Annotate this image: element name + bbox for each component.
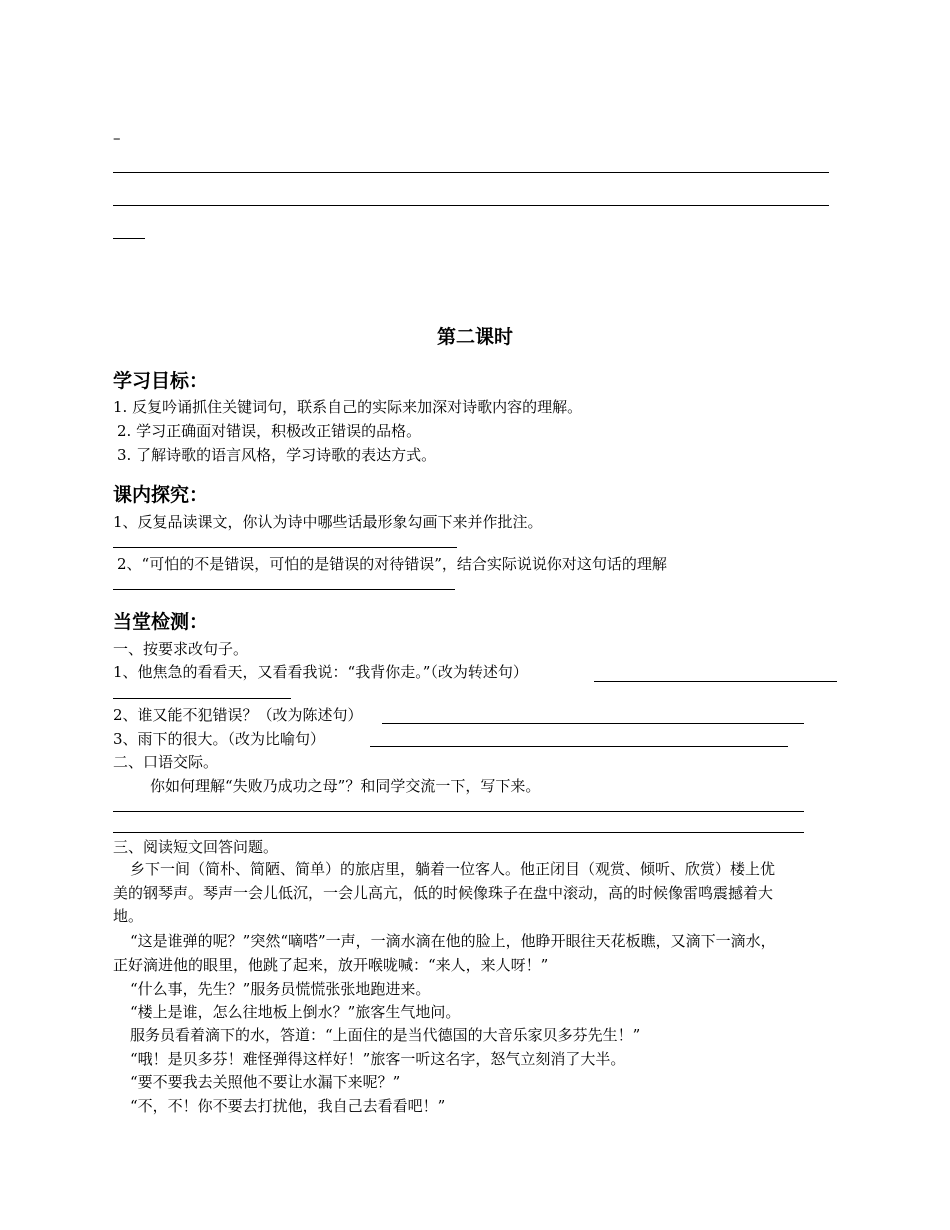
answer-line[interactable] — [113, 589, 455, 590]
section-title: 三、阅读短文回答问题。 — [113, 838, 279, 856]
passage-line: “要不要我去关照他不要让水漏下来呢？” — [130, 1073, 401, 1091]
answer-line[interactable] — [113, 832, 804, 833]
top-dash: – — [113, 129, 121, 147]
discussion-prompt: 你如何理解“失败乃成功之母”？和同学交流一下，写下来。 — [150, 777, 541, 795]
rewrite-item: 2、谁又能不犯错误？（改为陈述句） — [113, 706, 363, 724]
objective-item: 2. 学习正确面对错误，积极改正错误的品格。 — [117, 422, 422, 440]
passage-line: “不，不！你不要去打扰他，我自己去看看吧！” — [130, 1097, 446, 1115]
passage-line: 乡下一间（简朴、简陋、简单）的旅店里，躺着一位客人。他正闭目（观赏、倾听、欣赏）楼上优 — [130, 860, 776, 878]
rewrite-item: 3、雨下的很大。（改为比喻句） — [113, 730, 326, 748]
answer-line[interactable] — [113, 698, 291, 699]
section-title: 一、按要求改句子。 — [113, 640, 249, 658]
passage-line: 美的钢琴声。琴声一会儿低沉，一会儿高亢，低的时候像珠子在盘中滚动，高的时候像雷鸣震撼着大 — [113, 884, 774, 902]
objective-item: 3. 了解诗歌的语言风格，学习诗歌的表达方式。 — [117, 446, 437, 464]
answer-line[interactable] — [113, 205, 829, 206]
answer-line[interactable] — [382, 723, 804, 724]
passage-line: “这是谁弹的呢？”突然“嘀嗒”一声，一滴水滴在他的脸上，他睁开眼往天花板瞧，又滴下一滴水， — [130, 932, 776, 950]
passage-line: “楼上是谁，怎么往地板上倒水？”旅客生气地问。 — [130, 1003, 461, 1021]
check-heading: 当堂检测： — [113, 611, 209, 633]
lesson-title: 第二课时 — [436, 326, 513, 348]
answer-line[interactable] — [113, 547, 457, 548]
passage-line: “哦！是贝多芬！难怪弹得这样好！”旅客一听这名字，怒气立刻消了大半。 — [130, 1050, 626, 1068]
rewrite-item: 1、他焦急的看看天，又看看我说：“我背你走。”（改为转述句） — [113, 663, 528, 681]
objective-item: 1. 反复吟诵抓住关键词句，联系自己的实际来加深对诗歌内容的理解。 — [113, 398, 583, 416]
explore-question: 1、反复品读课文，你认为诗中哪些话最形象勾画下来并作批注。 — [113, 513, 543, 531]
answer-line[interactable] — [594, 681, 837, 682]
objectives-heading: 学习目标： — [113, 370, 209, 392]
answer-line[interactable] — [113, 238, 145, 239]
answer-line[interactable] — [113, 811, 804, 812]
passage-line: 正好滴进他的眼里，他跳了起来，放开喉咙喊：“来人，来人呀！” — [113, 956, 549, 974]
passage-line: 地。 — [113, 907, 144, 925]
passage-line: 服务员看着滴下的水，答道：“上面住的是当代德国的大音乐家贝多芬先生！” — [130, 1026, 641, 1044]
explore-heading: 课内探究： — [113, 484, 209, 506]
passage-line: “什么事，先生？”服务员慌慌张张地跑进来。 — [130, 980, 431, 998]
section-title: 二、口语交际。 — [113, 753, 219, 771]
answer-line[interactable] — [113, 172, 829, 173]
answer-line[interactable] — [370, 746, 788, 747]
explore-question: 2、“可怕的不是错误，可怕的是错误的对待错误”，结合实际说说你对这句话的理解 — [117, 555, 667, 573]
